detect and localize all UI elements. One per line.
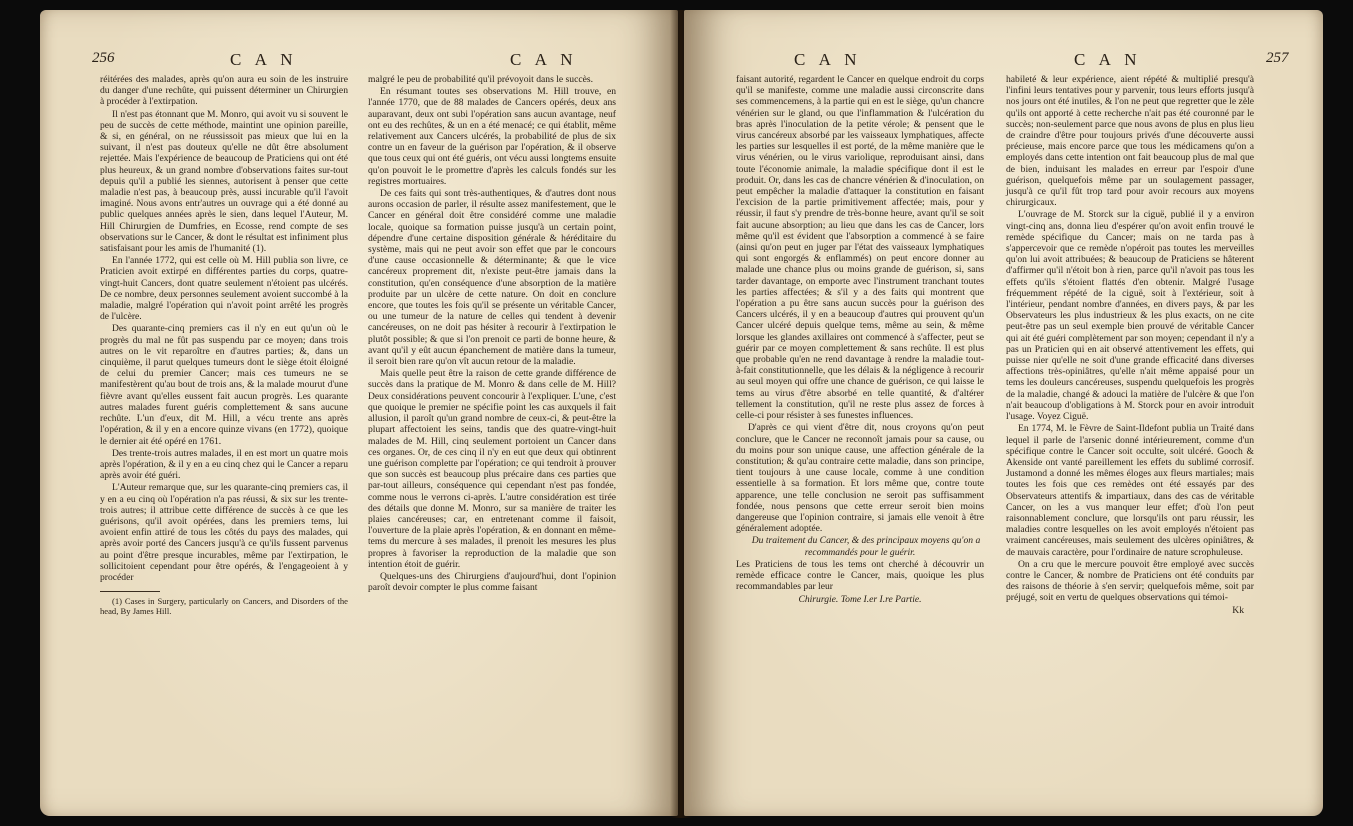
right-page [684,10,1323,816]
left-page-number: 256 [92,50,115,66]
paragraph: En 1774, M. le Fèvre de Saint-Ildefont publia un Traité dans lequel il parle de l'arsenic donné intérieurement, comme d'un spécifique contre le Cancer soit occulte, soit ulcéré. Gooch & Akenside ont vanté pareillement les effets du sublimé corrosif. Justamond a donné les mêmes éloges aux fleurs martiales; mais toutes les fois que ces remèdes ont été essayés par des Observateurs attentifs & impartiaux, dans des cas de véritable Cancer, on les a vus manquer leur effet; d'où l'on peut raisonnablement conclure, que lorsqu'ils ont paru réussir, les maladies contre lesquelles on les avoit employés n'étoient pas vraiment cancéreuses, mais seulement des ulcères opiniâtres, & de mauvais caractère, pour l'ordinaire de nature scrophuleuse. [1006,423,1254,558]
paragraph: réitérées des malades, après qu'on aura eu soin de les instruire du danger d'une rechûte, qui puissent déterminer un Chirurgien à procéder à l'extirpation. [100,74,348,108]
paragraph: faisant autorité, regardent le Cancer en quelque endroit du corps qu'il se manifeste, comme une maladie aussi circonscrite dans ses commencemens, à la partie qui en est le siège, qu'un chancre vénérien sur le gland, ou que l'inflammation & l'ulcération du bras après l'inoculation de la petite vérole; & pensent que le virus cancéreux absorbé par les vaisseaux lymphatiques, affecte les parties sur lesquelles il est porté, de la même manière que le virus vénérien, ou le virus variolique, reproduisant ainsi, dans toute l'économie animale, la maladie spécifique dont il est le produit. Or, dans les cas de chancre vénérien & d'inoculation, on peut empêcher la maladie d'attaquer la constitution en faisant l'excision de la partie primitivement affectée; mais, pour y réussir, il faut s'y prendre de très-bonne heure, avant qu'il se soit fait aucune absorption; au lieu que dans les cas de Cancer, lors même qu'il est évident que l'absorption a commencé à se faire (ainsi qu'on peut en juger par l'état des vaisseaux lymphatiques qui sont engorgés & enflammés) on peut encore donner au malade une chance plus ou moins grande de guérison, si, sans tarder davantage, on emporte avec l'instrument tranchant toutes les parties affectées; & s'il y a des faits qui montrent que l'opération a pu être sans aucun succès pour la guérison des Cancers ulcérés, il y en a beaucoup d'autres qui prouvent qu'un Cancer ulcéré depuis quelque tems, même au sein, & même lorsque les glandes axillaires ont commencé à s'affecter, peut se guérir par ce moyen complettement & sans rechûte. Il est plus que probable qu'en ne rend davantage à rendre la maladie tout-à-fait constitutionnelle, que les délais & la négligence à recourir au seul moyen qui offre une chance de guérison, ce qui laisse le tems au virus d'être absorbé en telle quantité, & d'altérer tellement la constitution, qu'il ne reste plus assez de forces à celle-ci pour résister à ses funestes influences. [736,74,984,422]
footnote-rule [100,591,160,592]
left-column-2 [368,74,616,594]
right-column-1 [736,74,984,607]
paragraph: Les Praticiens de tous les tems ont cherché à découvrir un remède efficace contre le Cancer, mais, quoique les plus recommandables par leur [736,558,984,593]
paragraph: Des quarante-cinq premiers cas il n'y en eut qu'un où le progrès du mal ne fût pas suspendu par ce moyen; dans trois autres on le vit reparoître en d'autres parties; &, dans un cinquième, il parut quelques tumeurs dont le siège étoit éloigné de celui du premier Cancer; mais ces tumeurs ne se manifestèrent qu'au bout de trois ans, & la malade mourut d'une fièvre avant qu'elles eussent fait aucun progrès. Les quarante autres malades furent guéris complettement & sans aucune rechûte. L'un d'eux, dit M. Hill, a vécu trente ans après l'opération, & il y en a encore quinze vivans (en 1772), quoique le dernier ait été opéré en 1761. [100,323,348,447]
paragraph: En l'année 1772, qui est celle où M. Hill publia son livre, ce Praticien avoit extirpé en différentes parties du corps, quatre-vingt-huit Cancers, dont quatre seulement n'étoient pas ulcérés. De ce nombre, deux personnes seulement avoient succombé à la maladie, malgré l'opération qui n'avoit point arrêté les progrès de l'ulcère. [100,255,348,323]
paragraph: De ces faits qui sont très-authentiques, & d'autres dont nous aurons occasion de parler, il résulte assez manifestement, que le Cancer en général doit être considéré comme une maladie locale, quoique sa formation puisse jusqu'à un certain point, dépendre d'une certaine disposition générale & héréditaire du système, mais qui ne peut avoir son effet que par le concours d'une cause occasionnelle & déterminante; & que le vice cancéreux proprement dit, n'existe peut-être jamais dans la constitution, qu'en conséquence d'une absorption de la matière produite par un ulcère de cette nature. On doit en conclure encore, que toutes les fois qu'il se présente un véritable Cancer, ou une tumeur de la nature de celles qui tendent à devenir cancéreuses, on ne doit pas hésiter à recourir à l'extirpation le plutôt possible; & que si l'on prenoit ce parti de bonne heure, & avant qu'il y eût aucun épanchement de matière dans la tumeur, il seroit bien rare qu'on vît aucun retour de la maladie. [368,188,616,368]
paragraph: L'Auteur remarque que, sur les quarante-cinq premiers cas, il y en a eu cinq où l'opération n'a pas réussi, & six sur les trente-trois autres; il attribue cette différence de succès à ce que les guérisons, qu'il avoit opérées, dans les premiers tems, lui avoient enfin attiré de tous les côtés du pays des malades, qui après avoir porté des Cancers jusqu'à ce qu'ils fussent parvenus au point d'être presque incurables, même par l'extirpation, le sollicitoient cependant pour être opérés, & l'engageoient à y procéder [100,482,348,583]
volume-signature: Chirurgie. Tome I.er I.re Partie. [798,594,922,606]
paragraph: L'ouvrage de M. Storck sur la ciguë, publié il y a environ vingt-cinq ans, donna lieu d'espérer qu'on avoit enfin trouvé le remède spécifique du Cancer; mais on ne tarda pas à s'appercevoir que ce remède n'opéroit pas toutes les merveilles qu'on lui avoit attribuées; & beaucoup de Praticiens se hâterent d'affirmer qu'il n'étoit bon à rien, parce qu'il n'avoit pas tous les effets qu'ils s'étoient flattés d'en obtenir. Malgré l'usage fréquemment répété de la ciguë, soit à l'extérieur, soit à l'intérieur, pendant nombre d'années, en divers pays, & par les Observateurs les plus industrieux & les plus exacts, on ne cite peut-être pas un seul exemple bien prouvé de véritable Cancer qui ait été guéri complètement par son moyen; cependant il n'y a pas un Praticien qui en ait observé attentivement les effets, qui puisse nier qu'elle ne soit d'une grande efficacité dans diverses affections très-opiniâtres, qu'elle n'ait même appaisé pour un tems les douleurs cancéreuses, suspendu quelquefois les progrès de la maladie, changé & adouci la matière de l'ulcère & que l'on n'ait beaucoup d'obligations à M. Storck pour en avoir introduit l'usage. Voyez Ciguë. [1006,209,1254,423]
section-heading: Du traitement du Cancer, & des principaux moyens qu'on a recommandés pour le guérir. [751,535,981,558]
right-running-head-2: C A N [1074,50,1142,69]
paragraph: habileté & leur expérience, aient répété & multiplié presqu'à l'infini leurs tentatives pour y parvenir, tous leurs efforts jusqu'à nos jours ont été inutiles, & l'on ne peut que regretter que le zèle qu'ils ont apporté à cette recherche n'ait pas été couronné par le succès; non-seulement parce que nous avons de plus en plus lieu de craindre d'être pour toujours privés d'une découverte aussi précieuse, mais encore parce que tous les médicamens qu'on a employés dans cette intention ont fait beaucoup plus de mal que de bien, induisant les malades en erreur par l'espoir d'une guérison, quelquefois même par un soulagement passager, jusqu'à ce qu'il fût trop tard pour avoir recours aux moyens chirurgicaux. [1006,74,1254,209]
paragraph: D'après ce qui vient d'être dit, nous croyons qu'on peut conclure, que le Cancer ne reconnoît jamais pour sa cause, ou du moins pour son unique cause, une affection générale de la constitution; & qu'au contraire cette maladie, dans son principe, tient toujours à une cause locale, comme à une condition essentielle à sa formation. Et lors même que, contre toute apparence, une telle conclusion ne seroit pas suffisamment fondée, nous pensons que cette erreur seroit bien moins dangereuse que l'opinion contraire, si jamais elle venoit à être généralement adoptée. [736,422,984,535]
right-running-head: C A N [794,50,862,69]
right-column-2 [1006,74,1254,617]
paragraph: malgré le peu de probabilité qu'il prévoyoit dans le succès. [368,74,593,85]
left-page [40,10,678,816]
right-page-number: 257 [1266,50,1289,66]
paragraph: Des trente-trois autres malades, il en est mort un quatre mois après l'opération, & il y en a eu cinq chez qui le Cancer a reparu après avoir été guéri. [100,447,348,482]
paragraph: Quelques-uns des Chirurgiens d'aujourd'hui, dont l'opinion paroît devoir compter le plus comme faisant [368,570,616,594]
open-book [40,10,1323,818]
paragraph: On a cru que le mercure pouvoit être employé avec succès contre le Cancer, & nombre de Praticiens ont été conduits par des raisons de théorie à s'en servir; quelquefois même, soit par préjugé, soit en vertu de quelques observations qui témoi- [1006,558,1254,604]
left-running-head-2: C A N [510,50,578,69]
left-column-1 [100,74,348,617]
catchword: Kk [1232,604,1244,616]
paragraph: Mais quelle peut être la raison de cette grande différence de succès dans la pratique de M. Monro & dans celle de M. Hill? Deux considérations peuvent concourir à l'expliquer. L'une, c'est que quoique le premier ne spécifie point les cas auxquels il fait allusion, il paroît qu'un grand nombre de ceux-ci, & peut-être la plupart affectoient les seins, tandis que des quatre-vingt-huit malades de M. Hill, cinq seulement portoient un Cancer dans ces organes. Or, de ces cinq il n'y en eut que deux qui obtinrent une guérison complette par l'opération; ce qui tendroit à prouver que son succès est beaucoup plus précaire dans ces parties que par-tout ailleurs, conséquence qui cependant n'est pas fondée, comme nous le verrons ci-après. L'autre considération est tirée des détails que donne M. Monro, sur sa manière de traiter les plaies cancéreuses; car, en entretenant comme il faisoit, l'ouverture de la plaie après l'opération, & en donnant en même-tems du mercure à ses malades, il prenoit les mesures les plus propres à favoriser la reproduction de la maladie que son intention étoit de guérir. [368,368,616,570]
left-running-head: C A N [230,50,298,69]
paragraph: En résumant toutes ses observations M. Hill trouve, en l'année 1770, que de 88 malades de Cancers opérés, deux ans auparavant, deux ont subi l'opération sans aucun avantage, neuf ont eu des rechûtes, & un en a été menacé; ce qui établit, même relativement aux Cancers ulcérés, la probabilité de plus de six contre un en faveur de la guérison par l'opération, & il observe que tous ceux qui ont été guéris, ont vécu aussi longtems ensuite qu'on pouvoit le le promettre d'après les calculs fondés sur les registres mortuaires. [368,86,616,187]
footnote: (1) Cases in Surgery, particularly on Cancers, and Disorders of the head, By James Hill. [100,596,348,617]
paragraph: Il n'est pas étonnant que M. Monro, qui avoit vu si souvent le peu de succès de cette méthode, maintint une opinion pareille, & si, en général, on ne réussissoit pas mieux que lui en la suivant, il n'est pas douteux qu'elle ne dût être absolument rejettée. Mais l'expérience de beaucoup de Praticiens qui ont été plus heureux, & un grand nombre d'observations faites sur-tout depuis qu'il a publié les siennes, autorisent à penser que cette maladie n'est pas, à beaucoup près, aussi incurable qu'il l'avoit imaginé. Nous avons entr'autres un ouvrage qui a été donné au public quelques années après le sien, dans lequel l'Auteur, M. Hill Chirurgien de Dumfries, en Ecosse, rend compte de ses observations sur le Cancer, & dont le résultat est infiniment plus satisfaisant pour les amis de l'humanité (1). [100,108,348,255]
